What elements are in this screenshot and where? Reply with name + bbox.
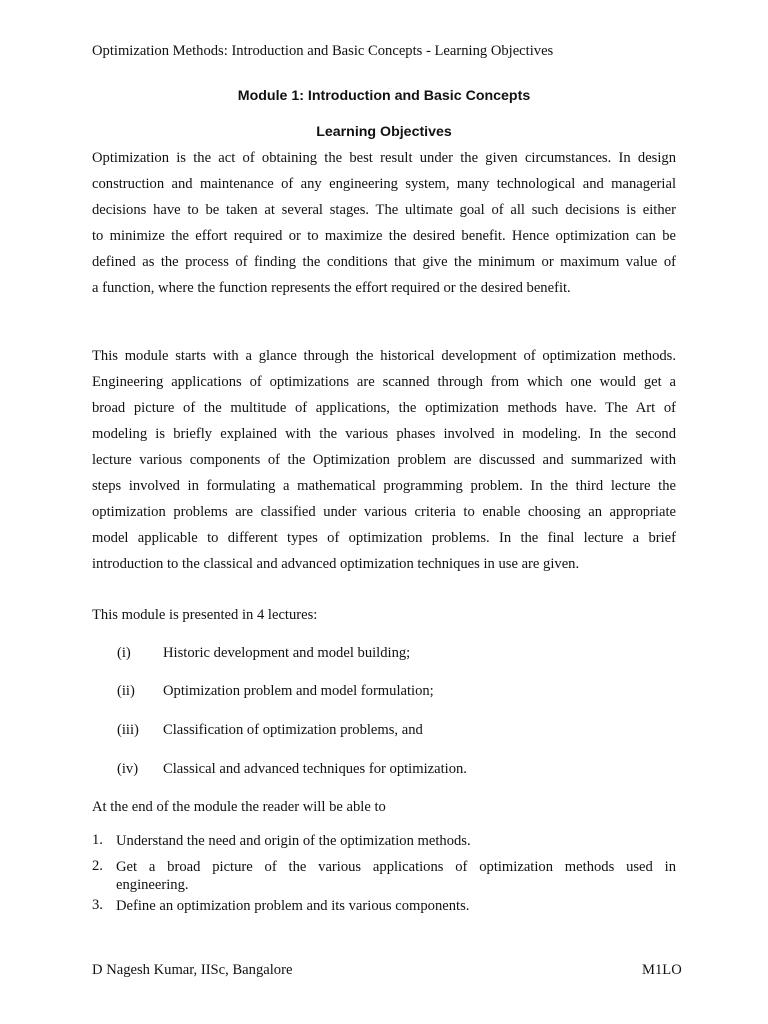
outcomes-intro: At the end of the module the reader will be able to — [92, 799, 386, 815]
outcome-item — [92, 832, 676, 850]
text-line: Optimization is the act of obtaining the best result under the given circumstances. In design — [92, 150, 676, 166]
text-line: decisions have to be taken at several stages. The ultimate goal of all such decisions is either — [92, 202, 676, 218]
text-line: introduction to the classical and advanced optimization techniques in use are given. — [92, 556, 580, 572]
item-text: Historic development and model building; — [163, 645, 411, 661]
text-line: defined as the process of finding the conditions that give the minimum or maximum value of — [92, 254, 676, 270]
lecture-item — [117, 645, 410, 662]
text-line: model applicable to different types of optimization problems. In the final lecture a brief — [92, 530, 676, 546]
item-text: Classification of optimization problems, and — [163, 722, 423, 738]
text-line: This module starts with a glance through the historical development of optimization methods. — [92, 348, 676, 364]
text-line: broad picture of the multitude of applications, the optimization methods have. The Art of — [92, 400, 676, 416]
text-line: to minimize the effort required or to maximize the desired benefit. Hence optimization can be — [92, 228, 676, 244]
section-title: Learning Objectives — [316, 124, 452, 140]
paragraph-2 — [92, 343, 676, 577]
item-number: (ii) — [117, 683, 135, 699]
item-number: (i) — [117, 645, 131, 661]
text-line: optimization problems are classified under various criteria to enable choosing an appropriate — [92, 504, 676, 520]
outcome-item — [92, 858, 676, 894]
lectures-intro: This module is presented in 4 lectures: — [92, 607, 318, 623]
item-number: 1. — [92, 832, 103, 848]
outcome-item — [92, 897, 676, 915]
item-number: 2. — [92, 858, 103, 874]
item-number: (iii) — [117, 722, 139, 738]
text-line: Understand the need and origin of the optimization methods. — [116, 833, 471, 849]
item-number: 3. — [92, 897, 103, 913]
text-line: Engineering applications of optimizations are scanned through from which one would get a — [92, 374, 676, 390]
text-line: steps involved in formulating a mathematical programming problem. In the third lecture the — [92, 478, 676, 494]
paragraph-1 — [92, 145, 676, 301]
lecture-item — [117, 761, 467, 778]
lecture-item — [117, 722, 423, 739]
text-line: lecture various components of the Optimization problem are discussed and summarized with — [92, 452, 676, 468]
text-line: modeling is briefly explained with the various phases involved in modeling. In the second — [92, 426, 676, 442]
text-line: construction and maintenance of any engineering system, many technological and managerial — [92, 176, 676, 192]
footer-page-code: M1LO — [642, 962, 682, 978]
item-number: (iv) — [117, 761, 139, 777]
lecture-item — [117, 683, 434, 700]
running-header: Optimization Methods: Introduction and Basic Concepts - Learning Objectives — [92, 43, 554, 59]
footer-author: D Nagesh Kumar, IISc, Bangalore — [92, 962, 293, 978]
text-line: Define an optimization problem and its various components. — [116, 898, 470, 914]
text-line: engineering. — [116, 877, 189, 893]
item-text: Optimization problem and model formulation; — [163, 683, 434, 699]
text-line: Get a broad picture of the various applications of optimization methods used in — [116, 859, 676, 875]
module-title: Module 1: Introduction and Basic Concepts — [237, 88, 531, 104]
text-line: a function, where the function represents the effort required or the desired benefit. — [92, 280, 571, 296]
item-text: Classical and advanced techniques for optimization. — [163, 761, 467, 777]
